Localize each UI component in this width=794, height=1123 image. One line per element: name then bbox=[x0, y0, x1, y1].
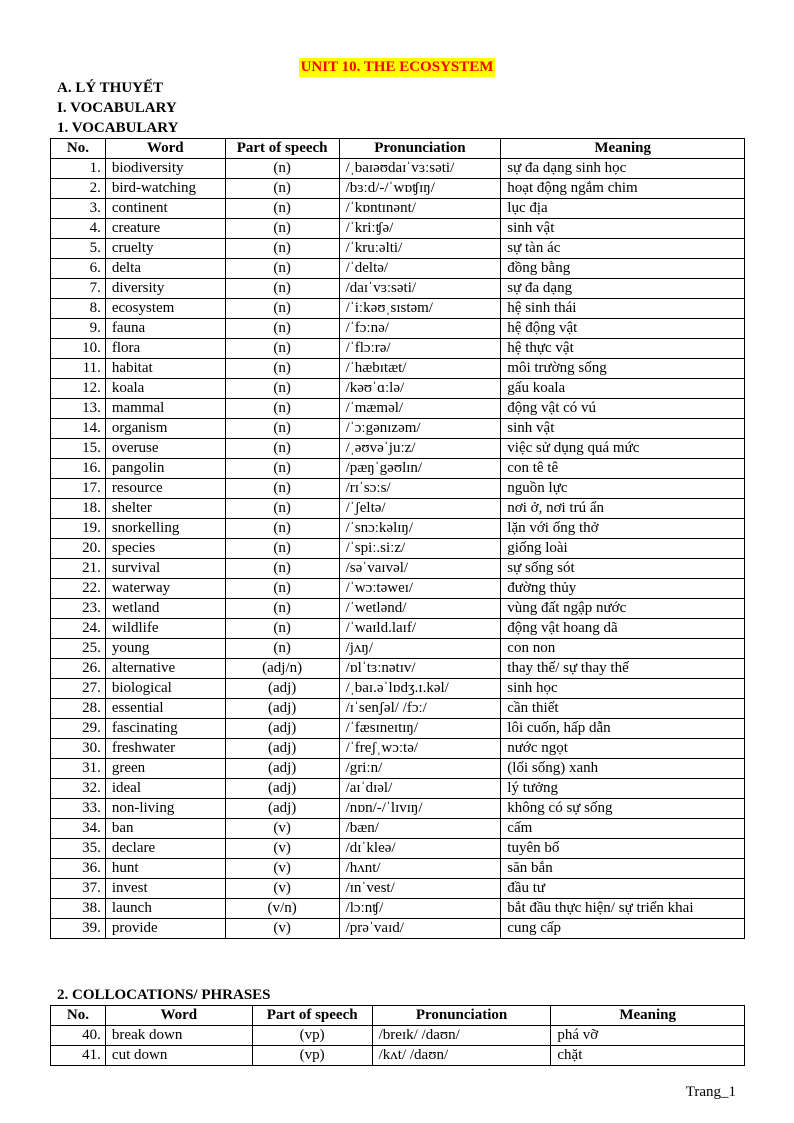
table-row bbox=[51, 359, 745, 379]
cell-word: launch bbox=[105, 899, 225, 919]
cell-word: ideal bbox=[105, 779, 225, 799]
cell-meaning: động vật có vú bbox=[501, 399, 745, 419]
cell-meaning: con tê tê bbox=[501, 459, 745, 479]
cell-part-of-speech: (n) bbox=[225, 239, 339, 259]
cell-number: 39. bbox=[51, 919, 106, 939]
table-row bbox=[51, 519, 745, 539]
cell-word: creature bbox=[105, 219, 225, 239]
cell-meaning: hệ sinh thái bbox=[501, 299, 745, 319]
cell-number: 11. bbox=[51, 359, 106, 379]
cell-word: ban bbox=[105, 819, 225, 839]
cell-meaning: động vật hoang dã bbox=[501, 619, 745, 639]
cell-word: waterway bbox=[105, 579, 225, 599]
cell-part-of-speech: (n) bbox=[225, 179, 339, 199]
table-row bbox=[51, 459, 745, 479]
cell-number: 32. bbox=[51, 779, 106, 799]
cell-word: provide bbox=[105, 919, 225, 939]
cell-meaning: phá vỡ bbox=[551, 1026, 745, 1046]
heading-section-i: I. VOCABULARY bbox=[57, 100, 177, 116]
cell-pronunciation: /ˈflɔːrə/ bbox=[339, 339, 501, 359]
heading-section-1: 1. VOCABULARY bbox=[57, 120, 179, 136]
cell-word: shelter bbox=[105, 499, 225, 519]
cell-pronunciation: /aɪˈdɪəl/ bbox=[339, 779, 501, 799]
cell-word: snorkelling bbox=[105, 519, 225, 539]
cell-pronunciation: /ˈfreʃˌwɔːtə/ bbox=[339, 739, 501, 759]
cell-pronunciation: /pæŋˈgəʊlɪn/ bbox=[339, 459, 501, 479]
cell-meaning: đồng bằng bbox=[501, 259, 745, 279]
cell-pronunciation: /ˈɔːgənɪzəm/ bbox=[339, 419, 501, 439]
title-wrapper bbox=[0, 58, 794, 77]
table-row bbox=[51, 1026, 745, 1046]
cell-word: essential bbox=[105, 699, 225, 719]
cell-number: 28. bbox=[51, 699, 106, 719]
cell-meaning: không có sự sống bbox=[501, 799, 745, 819]
cell-word: declare bbox=[105, 839, 225, 859]
cell-number: 35. bbox=[51, 839, 106, 859]
table-row bbox=[51, 919, 745, 939]
cell-word: fascinating bbox=[105, 719, 225, 739]
table-row bbox=[51, 699, 745, 719]
cell-pronunciation: /ˈʃeltə/ bbox=[339, 499, 501, 519]
cell-part-of-speech: (adj) bbox=[225, 719, 339, 739]
table-row bbox=[51, 899, 745, 919]
cell-word: young bbox=[105, 639, 225, 659]
table-row bbox=[51, 839, 745, 859]
cell-part-of-speech: (n) bbox=[225, 359, 339, 379]
table-row bbox=[51, 199, 745, 219]
cell-pronunciation: /nɒn/-/ˈlɪvɪŋ/ bbox=[339, 799, 501, 819]
cell-word: pangolin bbox=[105, 459, 225, 479]
cell-number: 3. bbox=[51, 199, 106, 219]
cell-number: 34. bbox=[51, 819, 106, 839]
header-word: Word bbox=[105, 1006, 252, 1026]
cell-number: 22. bbox=[51, 579, 106, 599]
cell-pronunciation: /ˈiːkəʊˌsɪstəm/ bbox=[339, 299, 501, 319]
cell-number: 31. bbox=[51, 759, 106, 779]
cell-word: wetland bbox=[105, 599, 225, 619]
table-row bbox=[51, 219, 745, 239]
table-row bbox=[51, 619, 745, 639]
cell-number: 19. bbox=[51, 519, 106, 539]
cell-pronunciation: /bɜːd/-/ˈwɒʧɪŋ/ bbox=[339, 179, 501, 199]
cell-number: 37. bbox=[51, 879, 106, 899]
cell-number: 10. bbox=[51, 339, 106, 359]
heading-section-a: A. LÝ THUYẾT bbox=[57, 80, 163, 96]
cell-number: 30. bbox=[51, 739, 106, 759]
cell-pronunciation: /daɪˈvɜːsəti/ bbox=[339, 279, 501, 299]
cell-pronunciation: /ɪˈsenʃəl/ /fɔː/ bbox=[339, 699, 501, 719]
cell-word: mammal bbox=[105, 399, 225, 419]
cell-meaning: lục địa bbox=[501, 199, 745, 219]
cell-part-of-speech: (v) bbox=[225, 919, 339, 939]
cell-meaning: giống loài bbox=[501, 539, 745, 559]
phrases-table-body bbox=[51, 1026, 745, 1066]
cell-meaning: vùng đất ngập nước bbox=[501, 599, 745, 619]
cell-part-of-speech: (n) bbox=[225, 639, 339, 659]
cell-meaning: sự đa dạng bbox=[501, 279, 745, 299]
header-meaning: Meaning bbox=[551, 1006, 745, 1026]
cell-pronunciation: /rɪˈsɔːs/ bbox=[339, 479, 501, 499]
cell-pronunciation: /ˈkɒntɪnənt/ bbox=[339, 199, 501, 219]
table-header-row bbox=[51, 1006, 745, 1026]
cell-number: 18. bbox=[51, 499, 106, 519]
cell-meaning: lôi cuốn, hấp dẫn bbox=[501, 719, 745, 739]
cell-number: 13. bbox=[51, 399, 106, 419]
cell-number: 2. bbox=[51, 179, 106, 199]
cell-word: ecosystem bbox=[105, 299, 225, 319]
cell-word: alternative bbox=[105, 659, 225, 679]
cell-part-of-speech: (adj) bbox=[225, 799, 339, 819]
cell-part-of-speech: (n) bbox=[225, 259, 339, 279]
cell-number: 5. bbox=[51, 239, 106, 259]
cell-meaning: thay thế/ sự thay thế bbox=[501, 659, 745, 679]
cell-part-of-speech: (adj) bbox=[225, 739, 339, 759]
cell-part-of-speech: (n) bbox=[225, 319, 339, 339]
cell-meaning: cần thiết bbox=[501, 699, 745, 719]
cell-part-of-speech: (n) bbox=[225, 439, 339, 459]
cell-word: fauna bbox=[105, 319, 225, 339]
cell-word: koala bbox=[105, 379, 225, 399]
cell-number: 8. bbox=[51, 299, 106, 319]
cell-word: hunt bbox=[105, 859, 225, 879]
cell-part-of-speech: (n) bbox=[225, 519, 339, 539]
cell-meaning: (lối sống) xanh bbox=[501, 759, 745, 779]
cell-word: biological bbox=[105, 679, 225, 699]
table-row bbox=[51, 499, 745, 519]
cell-part-of-speech: (n) bbox=[225, 619, 339, 639]
cell-pronunciation: /ˈwaɪld.laɪf/ bbox=[339, 619, 501, 639]
cell-word: delta bbox=[105, 259, 225, 279]
cell-number: 24. bbox=[51, 619, 106, 639]
table-row bbox=[51, 479, 745, 499]
heading-section-2: 2. COLLOCATIONS/ PHRASES bbox=[57, 987, 271, 1003]
cell-number: 12. bbox=[51, 379, 106, 399]
cell-pronunciation: /dɪˈkleə/ bbox=[339, 839, 501, 859]
cell-word: biodiversity bbox=[105, 159, 225, 179]
cell-word: flora bbox=[105, 339, 225, 359]
cell-part-of-speech: (n) bbox=[225, 559, 339, 579]
cell-part-of-speech: (n) bbox=[225, 499, 339, 519]
cell-pronunciation: /ˈwetlənd/ bbox=[339, 599, 501, 619]
cell-pronunciation: /breɪk/ /daʊn/ bbox=[372, 1026, 551, 1046]
cell-number: 14. bbox=[51, 419, 106, 439]
cell-pronunciation: /jʌŋ/ bbox=[339, 639, 501, 659]
table-row bbox=[51, 319, 745, 339]
cell-part-of-speech: (n) bbox=[225, 159, 339, 179]
cell-word: diversity bbox=[105, 279, 225, 299]
table-row bbox=[51, 819, 745, 839]
table-row bbox=[51, 279, 745, 299]
cell-meaning: con non bbox=[501, 639, 745, 659]
cell-meaning: sinh vật bbox=[501, 419, 745, 439]
cell-number: 1. bbox=[51, 159, 106, 179]
cell-word: break down bbox=[105, 1026, 252, 1046]
cell-pronunciation: /prəˈvaɪd/ bbox=[339, 919, 501, 939]
cell-meaning: tuyên bố bbox=[501, 839, 745, 859]
cell-number: 4. bbox=[51, 219, 106, 239]
cell-word: overuse bbox=[105, 439, 225, 459]
cell-part-of-speech: (n) bbox=[225, 279, 339, 299]
cell-word: continent bbox=[105, 199, 225, 219]
cell-number: 20. bbox=[51, 539, 106, 559]
cell-number: 26. bbox=[51, 659, 106, 679]
cell-word: freshwater bbox=[105, 739, 225, 759]
table-row bbox=[51, 579, 745, 599]
header-no: No. bbox=[51, 139, 106, 159]
table-row bbox=[51, 239, 745, 259]
cell-part-of-speech: (v) bbox=[225, 859, 339, 879]
table-row bbox=[51, 339, 745, 359]
cell-number: 38. bbox=[51, 899, 106, 919]
cell-pronunciation: /ˈmæməl/ bbox=[339, 399, 501, 419]
header-word: Word bbox=[105, 139, 225, 159]
cell-number: 6. bbox=[51, 259, 106, 279]
cell-part-of-speech: (n) bbox=[225, 339, 339, 359]
cell-number: 17. bbox=[51, 479, 106, 499]
cell-word: non-living bbox=[105, 799, 225, 819]
table-row bbox=[51, 639, 745, 659]
cell-number: 36. bbox=[51, 859, 106, 879]
phrases-table bbox=[50, 1005, 745, 1066]
cell-pronunciation: /ˈkruːəlti/ bbox=[339, 239, 501, 259]
cell-word: invest bbox=[105, 879, 225, 899]
cell-word: wildlife bbox=[105, 619, 225, 639]
cell-pronunciation: /ˈdeltə/ bbox=[339, 259, 501, 279]
cell-part-of-speech: (v) bbox=[225, 879, 339, 899]
cell-part-of-speech: (n) bbox=[225, 379, 339, 399]
cell-word: resource bbox=[105, 479, 225, 499]
cell-part-of-speech: (n) bbox=[225, 599, 339, 619]
cell-part-of-speech: (adj) bbox=[225, 759, 339, 779]
cell-pronunciation: /ˌəʊvəˈjuːz/ bbox=[339, 439, 501, 459]
cell-meaning: gấu koala bbox=[501, 379, 745, 399]
cell-number: 15. bbox=[51, 439, 106, 459]
cell-word: organism bbox=[105, 419, 225, 439]
cell-number: 9. bbox=[51, 319, 106, 339]
cell-part-of-speech: (vp) bbox=[252, 1026, 372, 1046]
header-no: No. bbox=[51, 1006, 106, 1026]
cell-number: 7. bbox=[51, 279, 106, 299]
table-row bbox=[51, 599, 745, 619]
cell-pronunciation: /ˈhæbɪtæt/ bbox=[339, 359, 501, 379]
cell-part-of-speech: (adj/n) bbox=[225, 659, 339, 679]
table-row bbox=[51, 679, 745, 699]
cell-word: cut down bbox=[105, 1046, 252, 1066]
cell-pronunciation: /ˈspiː.siːz/ bbox=[339, 539, 501, 559]
cell-meaning: nơi ở, nơi trú ẩn bbox=[501, 499, 745, 519]
vocabulary-table-body bbox=[51, 159, 745, 939]
table-row bbox=[51, 299, 745, 319]
cell-number: 29. bbox=[51, 719, 106, 739]
header-pronunciation: Pronunciation bbox=[372, 1006, 551, 1026]
cell-part-of-speech: (v) bbox=[225, 819, 339, 839]
cell-pronunciation: /ˈfɔːnə/ bbox=[339, 319, 501, 339]
cell-word: bird-watching bbox=[105, 179, 225, 199]
cell-part-of-speech: (vp) bbox=[252, 1046, 372, 1066]
cell-part-of-speech: (v) bbox=[225, 839, 339, 859]
cell-meaning: hệ động vật bbox=[501, 319, 745, 339]
table-row bbox=[51, 719, 745, 739]
cell-part-of-speech: (v/n) bbox=[225, 899, 339, 919]
cell-number: 33. bbox=[51, 799, 106, 819]
cell-pronunciation: /ɪnˈvest/ bbox=[339, 879, 501, 899]
table-row bbox=[51, 1046, 745, 1066]
cell-part-of-speech: (n) bbox=[225, 219, 339, 239]
cell-pronunciation: /ˌbaɪəʊdaɪˈvɜːsəti/ bbox=[339, 159, 501, 179]
cell-pronunciation: /ˈfæsɪneɪtɪŋ/ bbox=[339, 719, 501, 739]
cell-meaning: đường thủy bbox=[501, 579, 745, 599]
cell-part-of-speech: (n) bbox=[225, 399, 339, 419]
cell-part-of-speech: (adj) bbox=[225, 679, 339, 699]
table-row bbox=[51, 759, 745, 779]
cell-meaning: sự sống sót bbox=[501, 559, 745, 579]
cell-part-of-speech: (adj) bbox=[225, 779, 339, 799]
table-row bbox=[51, 259, 745, 279]
cell-part-of-speech: (n) bbox=[225, 299, 339, 319]
cell-word: habitat bbox=[105, 359, 225, 379]
cell-number: 25. bbox=[51, 639, 106, 659]
cell-meaning: sự tàn ác bbox=[501, 239, 745, 259]
cell-pronunciation: /ˈwɔːtəweɪ/ bbox=[339, 579, 501, 599]
cell-meaning: việc sử dụng quá mức bbox=[501, 439, 745, 459]
cell-meaning: lý tưởng bbox=[501, 779, 745, 799]
cell-number: 40. bbox=[51, 1026, 106, 1046]
table-row bbox=[51, 559, 745, 579]
cell-number: 23. bbox=[51, 599, 106, 619]
cell-meaning: cấm bbox=[501, 819, 745, 839]
cell-part-of-speech: (n) bbox=[225, 419, 339, 439]
cell-meaning: hệ thực vật bbox=[501, 339, 745, 359]
cell-meaning: cung cấp bbox=[501, 919, 745, 939]
header-part-of-speech: Part of speech bbox=[252, 1006, 372, 1026]
cell-pronunciation: /ˈsnɔːkəlɪŋ/ bbox=[339, 519, 501, 539]
cell-part-of-speech: (n) bbox=[225, 539, 339, 559]
cell-pronunciation: /ɒlˈtɜːnətɪv/ bbox=[339, 659, 501, 679]
cell-part-of-speech: (n) bbox=[225, 199, 339, 219]
cell-meaning: sự đa dạng sinh học bbox=[501, 159, 745, 179]
unit-title: UNIT 10. THE ECOSYSTEM bbox=[300, 59, 494, 75]
cell-part-of-speech: (adj) bbox=[225, 699, 339, 719]
table-row bbox=[51, 779, 745, 799]
cell-meaning: đầu tư bbox=[501, 879, 745, 899]
cell-word: cruelty bbox=[105, 239, 225, 259]
table-row bbox=[51, 739, 745, 759]
table-row bbox=[51, 159, 745, 179]
cell-pronunciation: /səˈvaɪvəl/ bbox=[339, 559, 501, 579]
cell-number: 16. bbox=[51, 459, 106, 479]
cell-meaning: chặt bbox=[551, 1046, 745, 1066]
cell-pronunciation: /kʌt/ /daʊn/ bbox=[372, 1046, 551, 1066]
cell-part-of-speech: (n) bbox=[225, 579, 339, 599]
table-row bbox=[51, 379, 745, 399]
cell-word: species bbox=[105, 539, 225, 559]
cell-pronunciation: /ˌbaɪ.əˈlɒdʒ.ɪ.kəl/ bbox=[339, 679, 501, 699]
header-meaning: Meaning bbox=[501, 139, 745, 159]
cell-meaning: sinh vật bbox=[501, 219, 745, 239]
cell-pronunciation: /hʌnt/ bbox=[339, 859, 501, 879]
cell-meaning: hoạt động ngắm chim bbox=[501, 179, 745, 199]
cell-number: 21. bbox=[51, 559, 106, 579]
cell-meaning: môi trường sống bbox=[501, 359, 745, 379]
cell-meaning: sinh học bbox=[501, 679, 745, 699]
header-part-of-speech: Part of speech bbox=[225, 139, 339, 159]
cell-number: 27. bbox=[51, 679, 106, 699]
table-row bbox=[51, 799, 745, 819]
header-pronunciation: Pronunciation bbox=[339, 139, 501, 159]
table-header-row bbox=[51, 139, 745, 159]
cell-word: green bbox=[105, 759, 225, 779]
cell-meaning: săn bắn bbox=[501, 859, 745, 879]
cell-pronunciation: /lɔːnʧ/ bbox=[339, 899, 501, 919]
cell-pronunciation: /bæn/ bbox=[339, 819, 501, 839]
cell-number: 41. bbox=[51, 1046, 106, 1066]
table-row bbox=[51, 439, 745, 459]
cell-pronunciation: /griːn/ bbox=[339, 759, 501, 779]
table-row bbox=[51, 879, 745, 899]
cell-meaning: nguồn lực bbox=[501, 479, 745, 499]
table-row bbox=[51, 539, 745, 559]
table-row bbox=[51, 419, 745, 439]
cell-meaning: lặn với ống thở bbox=[501, 519, 745, 539]
cell-meaning: nước ngọt bbox=[501, 739, 745, 759]
cell-part-of-speech: (n) bbox=[225, 459, 339, 479]
page-number: Trang_1 bbox=[685, 1084, 736, 1100]
table-row bbox=[51, 659, 745, 679]
cell-pronunciation: /kəʊˈɑːlə/ bbox=[339, 379, 501, 399]
cell-pronunciation: /ˈkriːʧə/ bbox=[339, 219, 501, 239]
cell-meaning: bắt đầu thực hiện/ sự triển khai bbox=[501, 899, 745, 919]
table-row bbox=[51, 179, 745, 199]
table-row bbox=[51, 399, 745, 419]
cell-word: survival bbox=[105, 559, 225, 579]
vocabulary-table bbox=[50, 138, 745, 939]
cell-part-of-speech: (n) bbox=[225, 479, 339, 499]
table-row bbox=[51, 859, 745, 879]
